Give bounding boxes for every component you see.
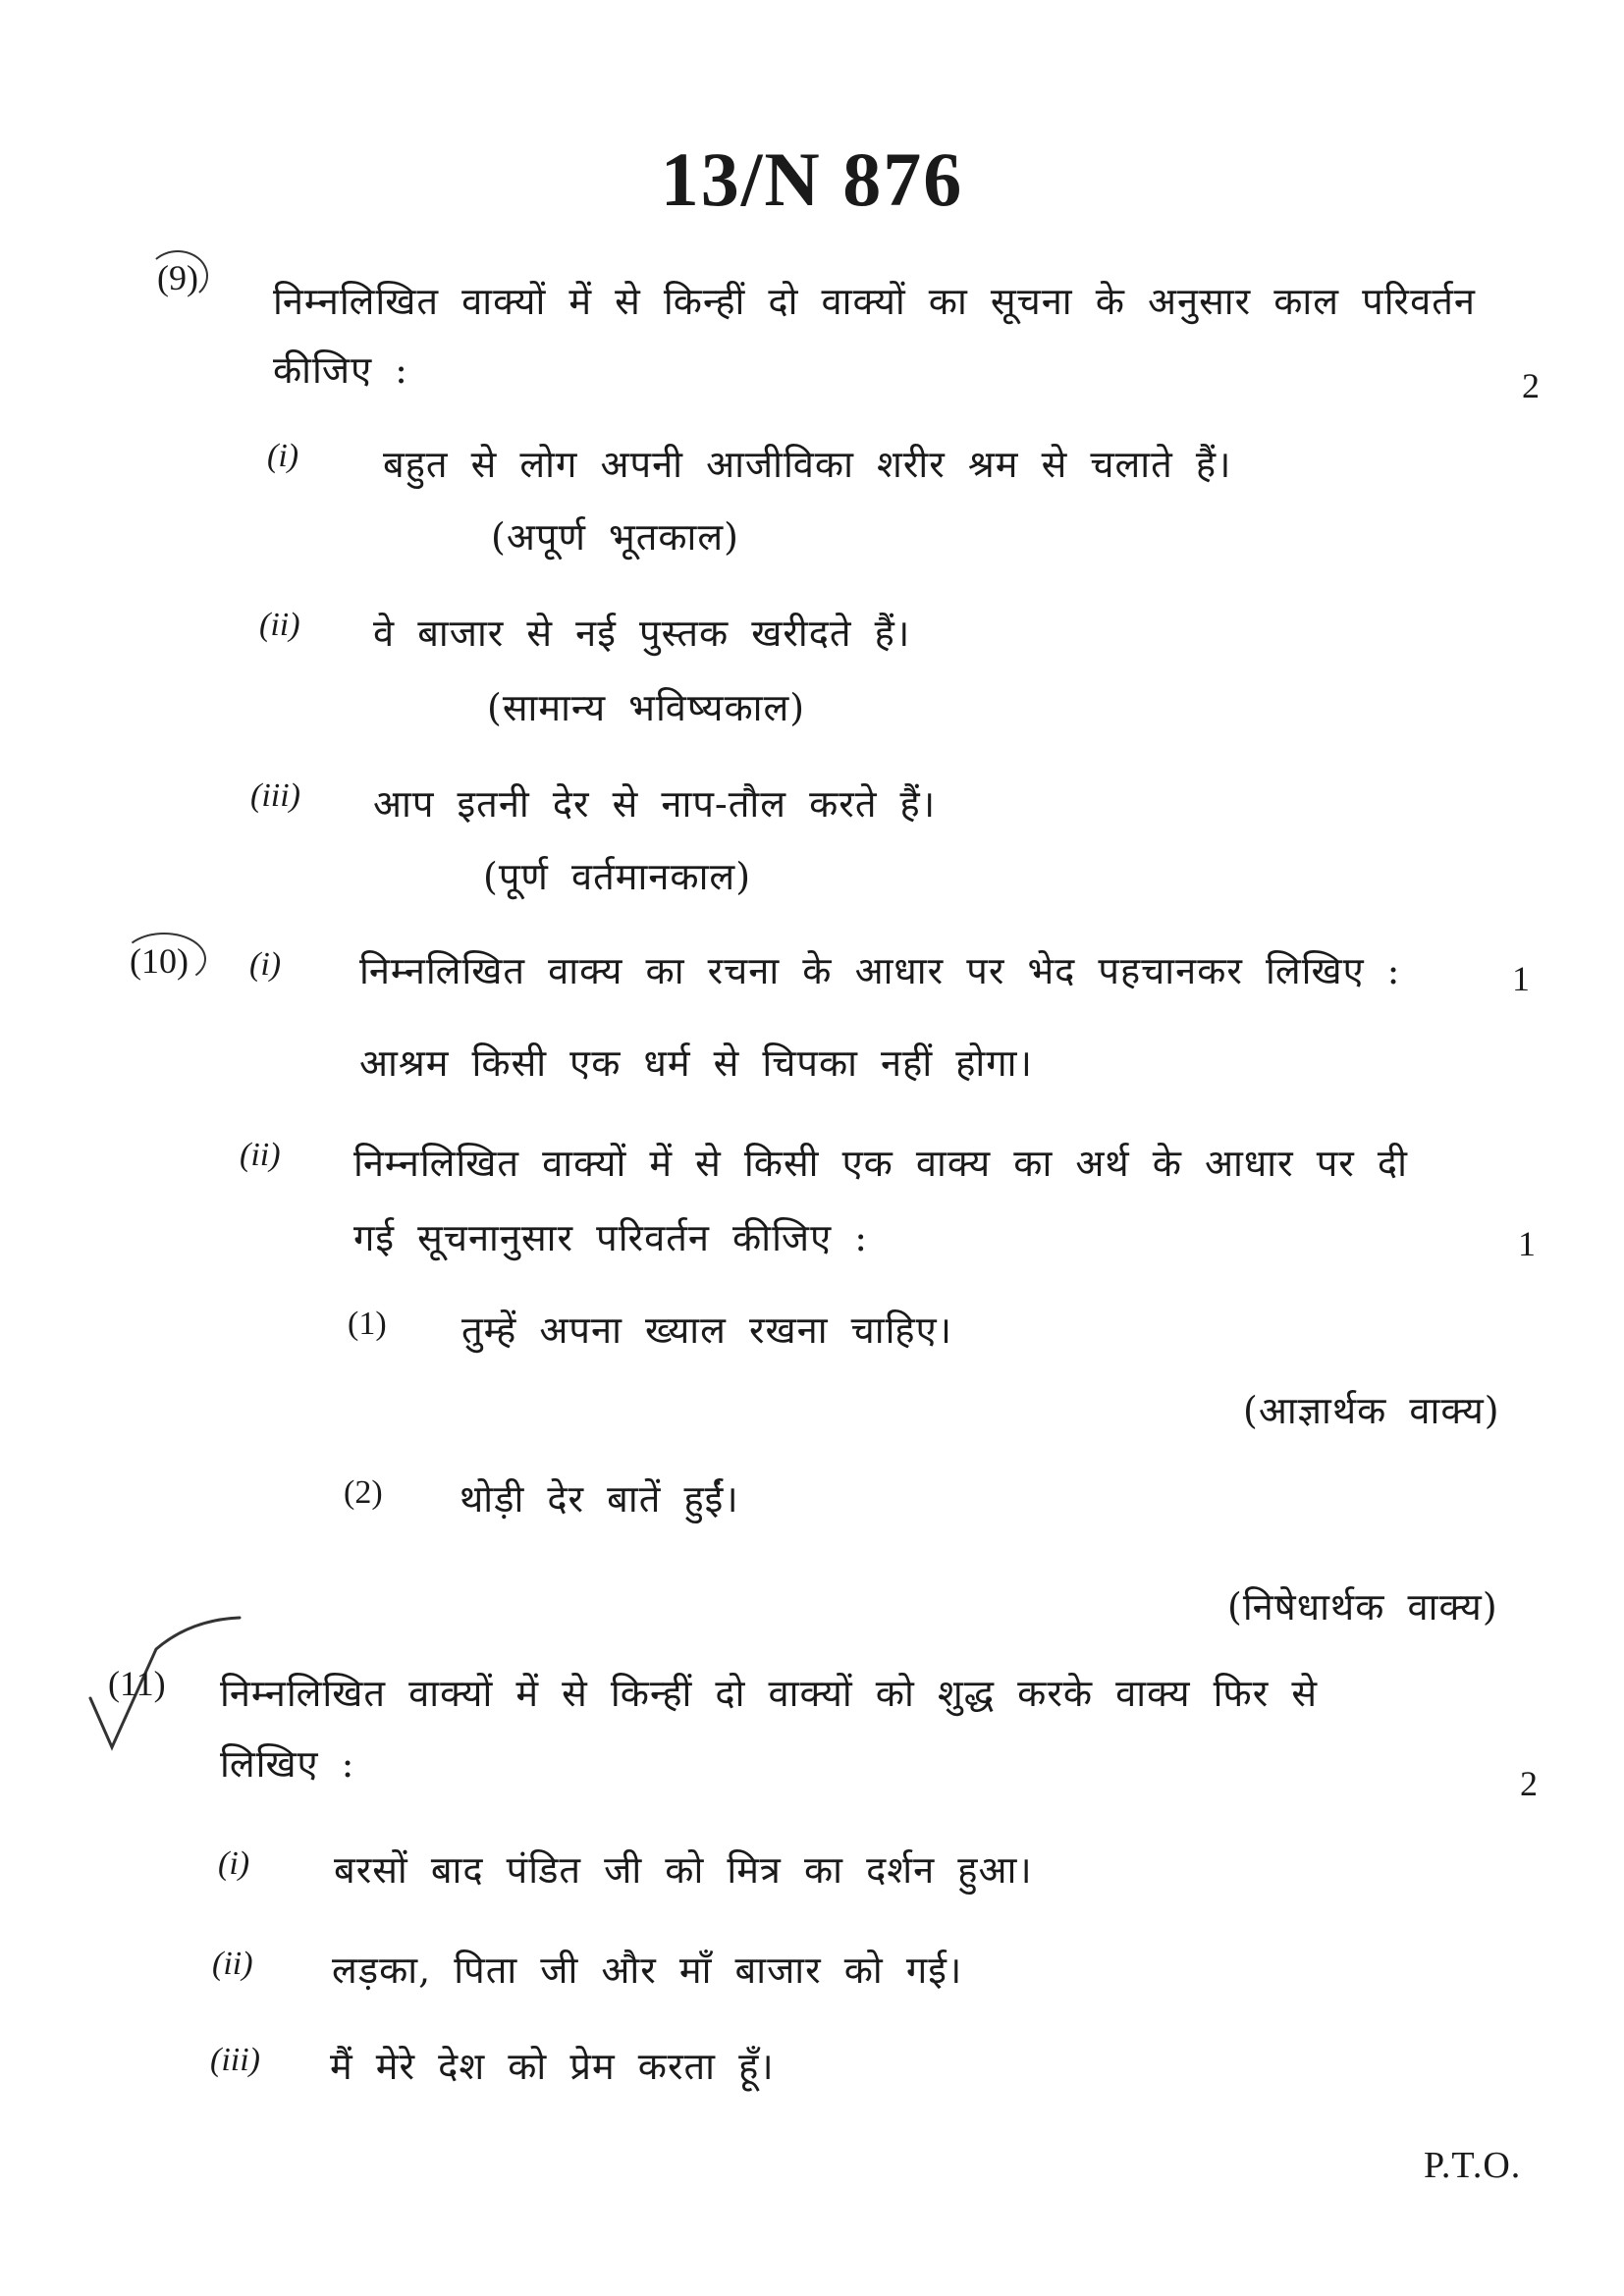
q9-item-hint: (पूर्ण वर्तमानकाल) bbox=[483, 855, 752, 898]
q10-sub-item-label: (1) bbox=[348, 1306, 387, 1342]
q9-item-sentence: आप इतनी देर से नाप-तौल करते हैं। bbox=[373, 782, 937, 826]
q9-item-hint: (सामान्य भविष्यकाल) bbox=[487, 686, 806, 729]
q9-item-sentence: वे बाजार से नई पुस्तक खरीदते हैं। bbox=[373, 612, 911, 655]
q11-instruction-line1: निम्नलिखित वाक्यों में से किन्हीं दो वाक्यों को शुद्ध करके वाक्य फिर से bbox=[220, 1672, 1319, 1715]
q9-instruction-line2: कीजिए : bbox=[273, 348, 408, 392]
q9-item-hint: (अपूर्ण भूतकाल) bbox=[491, 515, 739, 559]
q10-sub-item-label: (2) bbox=[344, 1474, 383, 1511]
q9-item-label: (ii) bbox=[259, 607, 300, 643]
q10-sub-item-sentence: थोड़ी देर बातें हुईं। bbox=[460, 1477, 739, 1521]
q9-item-label: (iii) bbox=[250, 777, 300, 814]
q10-part1-marks: 1 bbox=[1512, 959, 1530, 998]
q10-sub-item-hint: (निषेधार्थक वाक्य) bbox=[1227, 1585, 1498, 1629]
q9-number: (9) bbox=[157, 258, 198, 297]
q9-item-label: (i) bbox=[267, 438, 299, 474]
q11-item-label: (ii) bbox=[212, 1946, 253, 1982]
q11-number: (11) bbox=[108, 1664, 166, 1703]
q10-part2-label: (ii) bbox=[240, 1137, 281, 1173]
paper-code: 13/N 876 bbox=[660, 136, 964, 222]
q9-instruction-line1: निम्नलिखित वाक्यों में से किन्हीं दो वाक्यों का सूचना के अनुसार काल परिवर्तन bbox=[273, 280, 1476, 323]
q10-number: (10) bbox=[130, 941, 189, 981]
q11-item-sentence: लड़का, पिता जी और माँ बाजार को गई। bbox=[332, 1949, 963, 1992]
q10-sub-item-sentence: तुम्हें अपना ख्याल रखना चाहिए। bbox=[461, 1308, 953, 1352]
q9-pen-mark bbox=[147, 250, 208, 301]
q10-part1-instruction: निम्नलिखित वाक्य का रचना के आधार पर भेद पहचानकर लिखिए : bbox=[359, 949, 1401, 992]
q11-item-sentence: मैं मेरे देश को प्रेम करता हूँ। bbox=[330, 2045, 775, 2088]
q10-pen-mark bbox=[122, 933, 206, 986]
q11-item-label: (iii) bbox=[210, 2042, 260, 2078]
q10-part2-instruction-line1: निम्नलिखित वाक्यों में से किसी एक वाक्य का अर्थ के आधार पर दी bbox=[353, 1142, 1408, 1185]
q9-marks: 2 bbox=[1522, 366, 1540, 405]
page-turn-note: P.T.O. bbox=[1424, 2145, 1522, 2186]
q10-part2-instruction-line2: गई सूचनानुसार परिवर्तन कीजिए : bbox=[353, 1216, 869, 1259]
q10-part1-sentence: आश्रम किसी एक धर्म से चिपका नहीं होगा। bbox=[359, 1041, 1033, 1085]
q11-item-label: (i) bbox=[218, 1845, 250, 1882]
q10-part1-label: (i) bbox=[249, 946, 282, 983]
q11-instruction-line2: लिखिए : bbox=[220, 1742, 355, 1786]
q10-sub-item-hint: (आज्ञार्थक वाक्य) bbox=[1243, 1389, 1500, 1432]
q11-marks: 2 bbox=[1520, 1764, 1538, 1803]
q10-part2-marks: 1 bbox=[1518, 1224, 1536, 1263]
q11-item-sentence: बरसों बाद पंडित जी को मित्र का दर्शन हुआ। bbox=[334, 1848, 1033, 1892]
q9-item-sentence: बहुत से लोग अपनी आजीविका शरीर श्रम से चलाते हैं। bbox=[383, 443, 1232, 486]
